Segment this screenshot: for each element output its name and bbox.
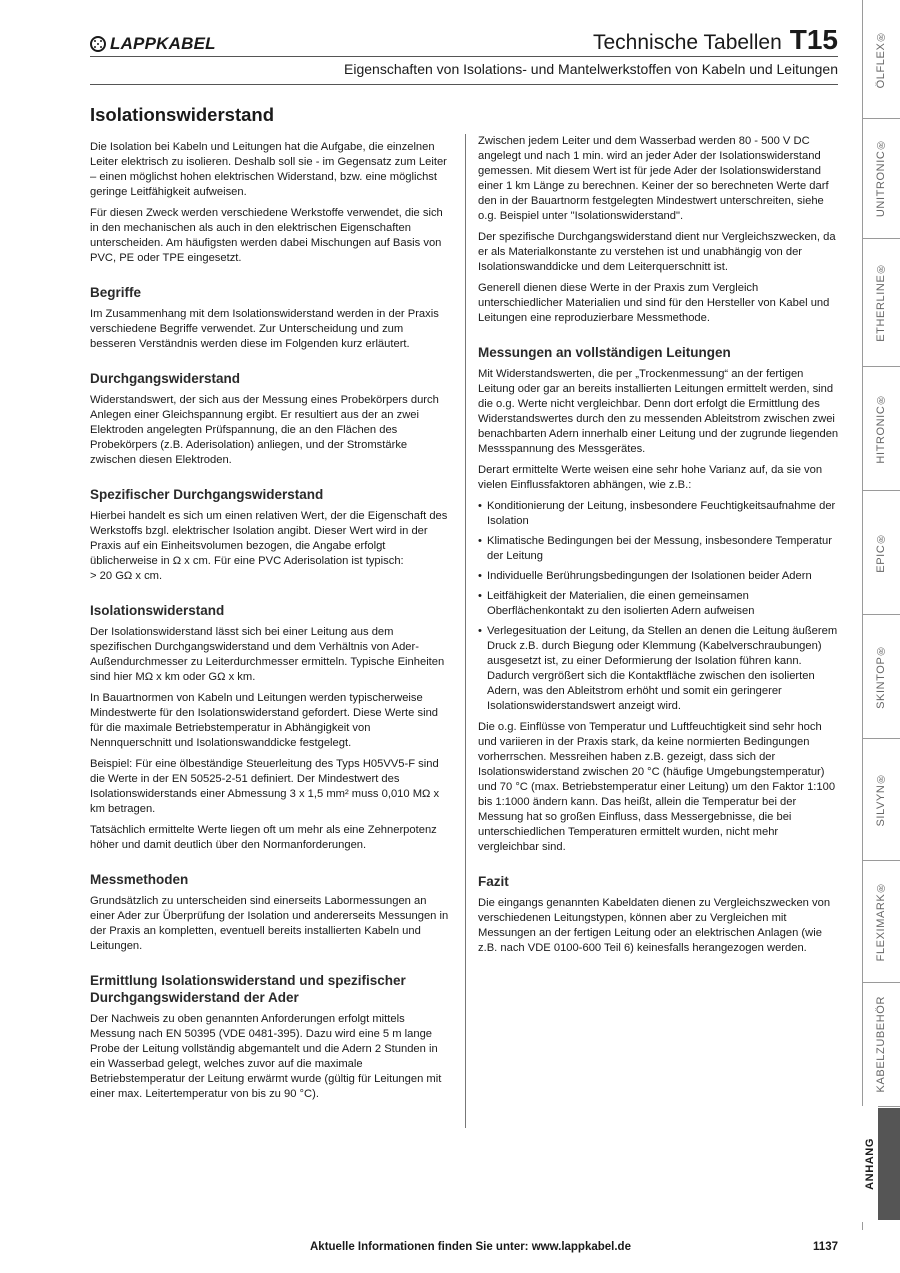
section-heading-begriffe: Begriffe	[90, 285, 142, 300]
side-tab-skintop[interactable]	[862, 614, 900, 738]
side-tab-label: UNITRONIC®	[875, 138, 887, 218]
page-number: 1137	[813, 1241, 838, 1253]
isolationswiderstand-paragraph-4: Tatsächlich ermittelte Werte liegen oft um mehr als eine Zehnerpotenz höher und damit deutlich über den Normanforderungen.	[90, 824, 437, 851]
side-tab-unitronic[interactable]	[862, 118, 900, 238]
ermittlung-paragraph: Der Nachweis zu oben genannten Anforderungen erfolgt mittels Messung nach EN 50395 (VDE 0481-395). Dazu wird eine 5 m lange Probe der Leitung vollständig abgemantelt und die Adern 2 Stunden in ein Wasserbad gelegt, welches zuvor auf die maximale Betriebstemperatur der Leitung erwärmt wurde (gültig für Leitungen mit einer max. Leitertemperatur von bis zu 90 °C).	[90, 1013, 442, 1100]
intro-paragraph-2: Für diesen Zweck werden verschiedene Werkstoffe verwendet, die sich in den mechanischen als auch in den elektrischen Eigenschaften unterscheiden. Am häufigsten werden dabei Mischungen auf Basis von PVC, PE oder TPE eingesetzt.	[90, 207, 443, 264]
side-tab-fleximark[interactable]	[862, 860, 900, 982]
header-subtitle: Eigenschaften von Isolations- und Mantelwerkstoffen von Kabeln und Leitungen	[344, 61, 838, 77]
right-column	[478, 134, 840, 962]
section-heading-spezifischer-durchgangswiderstand: Spezifischer Durchgangswiderstand	[90, 487, 324, 502]
section-heading-durchgangswiderstand: Durchgangswiderstand	[90, 371, 241, 386]
side-tab-label: ÖLFLEX®	[875, 29, 887, 89]
fazit-paragraph: Die eingangs genannten Kabeldaten dienen zu Vergleichszwecken von verschiedenen Leitungstypen, können aber zu Vergleichen mit Messungen an der fertigen Leitung oder an elektrischen Anlagen (wie z.B. nach VDE 0100-600 Teil 6) keinesfalls herangezogen werden.	[478, 897, 831, 954]
list-item: • Verlegesituation der Leitung, da Stellen an denen die Leitung äußerem Druck z.B. durch Biegung oder Klemmung (Kabelverschraubungen) ausgesetzt ist, zu einer Deformierung der Isolation führen kann. Dadurch vergrößert sich die Kontaktfläche zwischen den isolierten Adern, was den Ableitstrom erhöht und somit ein geringerer Isolationswiderstandswert anzeigt wird.	[478, 624, 840, 714]
side-tab-etherline[interactable]	[862, 238, 900, 366]
side-tab-label: EPIC®	[875, 531, 887, 573]
header-table-code: T15	[789, 24, 838, 55]
section-heading-ermittlung: Ermittlung Isolationswiderstand und spezifischer Durchgangswiderstand der Ader	[90, 973, 406, 1005]
vollstaendig-paragraph-1: Mit Widerstandswerten, die per „Trockenmessung“ an der fertigen Leitung oder gar an bereits installierten Leitungen ermittelt werden, sind die o.g. Werte nicht vergleichbar. Denn dort erfolgt die Ermittlung des Widerstandswertes durch den zu messenden Ableitstrom zwischen zwei benachbarten Adern innerhalb einer Leitung und der zugrunde liegenden Messspannung des Messgerätes.	[478, 368, 839, 455]
section-heading-messmethoden: Messmethoden	[90, 872, 189, 887]
side-tab-silvyn[interactable]	[862, 738, 900, 860]
header-rule	[90, 56, 838, 57]
header-title-text: Technische Tabellen	[593, 31, 782, 54]
left-column	[90, 140, 452, 1108]
side-tab-oelflex[interactable]	[862, 0, 900, 118]
list-item: • Leitfähigkeit der Materialien, die einen gemeinsamen Oberflächenkontakt zu den isolierten Adern aufweisen	[478, 589, 840, 619]
side-tab-label: FLEXIMARK®	[875, 880, 887, 962]
einflussfaktoren-list	[478, 499, 840, 714]
section-heading-vollstaendige-leitungen: Messungen an vollständigen Leitungen	[478, 345, 731, 360]
section-heading-isolationswiderstand: Isolationswiderstand	[90, 603, 225, 618]
side-tab-epic[interactable]	[862, 490, 900, 614]
begriffe-paragraph: Im Zusammenhang mit dem Isolationswiderstand werden in der Praxis verschiedene Begriffe verwendet. Zur Unterscheidung und zum besseren Verständnis werden diese im Folgenden kurz erläutert.	[90, 308, 439, 350]
side-tab-label: ANHANG	[864, 1138, 876, 1190]
side-tab-hitronic[interactable]	[862, 366, 900, 490]
spezifisch-paragraph: Hierbei handelt es sich um einen relativen Wert, der die Eigenschaft des Werkstoffs bzgl. elektrischer Isolation angibt. Dieser Wert wird in der Praxis auf ein Einheitsvolumen bezogen, die Angabe erfolgt üblicherweise in Ω x cm. Für eine PVC Aderisolation ist typisch:	[90, 510, 448, 567]
header-title	[593, 24, 838, 56]
product-side-tabs	[862, 0, 900, 1230]
right-paragraph-1: Zwischen jedem Leiter und dem Wasserbad werden 80 - 500 V DC angelegt und nach 1 min. wird an jeder Ader der Isolationswiderstand gemessen. Mit diesem Wert ist für jede Ader der Isolationswiderstand einer 1 km Länge zu berechnen. Keiner der so berechneten Werte darf den in der Bauartnorm festgelegten Mindestwert unterschreiten, siehe o.g. Beispiel unter "Isolationswiderstand".	[478, 135, 829, 222]
side-tab-kabelzubehoer[interactable]	[862, 982, 900, 1106]
column-divider	[465, 134, 466, 1128]
lapp-logo-icon	[90, 36, 106, 52]
side-tab-label: HITRONIC®	[875, 392, 887, 464]
lapp-kabel-logo	[90, 34, 216, 54]
messmethoden-paragraph: Grundsätzlich zu unterscheiden sind einerseits Labormessungen an einer Ader zur Überprüfung der Isolation und andererseits Messungen in der Praxis an kompletten, eventuell bereits installierten Kabeln und Leitungen.	[90, 895, 449, 952]
list-item: • Individuelle Berührungsbedingungen der Isolationen beider Adern	[478, 569, 840, 584]
footer-info-link[interactable]: Aktuelle Informationen finden Sie unter: www.lappkabel.de	[310, 1241, 631, 1253]
side-tab-label: SKINTOP®	[875, 643, 887, 709]
isolationswiderstand-paragraph-2: In Bauartnormen von Kabeln und Leitungen werden typischerweise Mindestwerte für den Isolationswiderstand gefordert. Diese Werte sind für die maximale Betriebstemperatur in Abhängigkeit von Nennquerschnitt und Isolationswanddicke festgelegt.	[90, 692, 439, 749]
isolationswiderstand-paragraph-3: Beispiel: Für eine ölbeständige Steuerleitung des Typs H05VV5-F sind die Werte in der EN 50525-2-51 definiert. Der Mindestwert des Isolationswiderstands einer Abmessung 3 x 1,5 mm² muss 0,010 MΩ x km betragen.	[90, 758, 440, 815]
spezifisch-value: > 20 GΩ x cm.	[90, 570, 163, 582]
vollstaendig-paragraph-3: Die o.g. Einflüsse von Temperatur und Luftfeuchtigkeit sind sehr hoch und variieren in der Praxis stark, da keine normierten Bedingungen vorherrschen. Messreihen haben z.B. gezeigt, dass sich der Isolationswiderstand zwischen 20 °C (häufige Umgebungstemperatur) und 70 °C (max. Betriebstemperatur einer Leitung) um den Faktor 1:100 bis 1:1000 ändern kann. Das heißt, allein die Temperatur bei der Messung hat so großen Einfluss, dass Messergebnisse, die bei unterschiedlichen Temperaturen ermittelt wurden, nicht mehr vergleichbar sind.	[478, 721, 836, 853]
side-tab-label: SILVYN®	[875, 771, 887, 827]
active-tab-marker	[878, 1108, 900, 1220]
header-rule-lower	[90, 84, 838, 85]
side-tab-anhang[interactable]	[862, 1106, 878, 1222]
durchgangswiderstand-paragraph: Widerstandswert, der sich aus der Messung eines Probekörpers durch Anlegen einer Gleichspannung ergibt. Er resultiert aus der an zwei Elektroden angelegten Prüfspannung, die an den Flächen des Probekörpers (z.B. Aderisolation) anliegen, und der Stromstärke zwischen diesen Elektroden.	[90, 394, 439, 466]
vollstaendig-paragraph-2: Derart ermittelte Werte weisen eine sehr hohe Varianz auf, da sie von vielen Einflussfaktoren abhängen, wie z.B.:	[478, 464, 823, 491]
right-paragraph-3: Generell dienen diese Werte in der Praxis zum Vergleich unterschiedlicher Materialien und sind für den Hersteller von Kabel und Leitungen eine reproduzierbare Messmethode.	[478, 282, 830, 324]
list-item: • Klimatische Bedingungen bei der Messung, insbesondere Temperatur der Leitung	[478, 534, 840, 564]
intro-paragraph-1: Die Isolation bei Kabeln und Leitungen hat die Aufgabe, die einzelnen Leiter elektrisch zu isolieren. Deshalb soll sie - im Gegensatz zum Leiter – einen möglichst hohen elektrischen Widerstand, bzw. eine möglichst geringe Leitfähigkeit aufweisen.	[90, 141, 447, 198]
logo-text: LAPPKABEL	[110, 34, 216, 53]
page-title: Isolationswiderstand	[90, 104, 275, 125]
right-paragraph-2: Der spezifische Durchgangswiderstand dient nur Vergleichszwecken, da er als Materialkonstante zu verstehen ist und unabhängig von der Isolationswanddicke und dem Leiterquerschnitt ist.	[478, 231, 836, 273]
list-item: • Konditionierung der Leitung, insbesondere Feuchtigkeitsaufnahme der Isolation	[478, 499, 840, 529]
section-heading-fazit: Fazit	[478, 874, 509, 889]
side-tab-label: ETHERLINE®	[875, 262, 887, 342]
side-tab-label: KABELZUBEHÖR	[875, 995, 887, 1093]
isolationswiderstand-paragraph-1: Der Isolationswiderstand lässt sich bei einer Leitung aus dem spezifischen Durchgangswiderstand und dem Verhältnis von Ader-Außendurchmesser zu Leiterdurchmesser ermitteln. Typische Einheiten sind hier MΩ x km oder GΩ x km.	[90, 626, 445, 683]
